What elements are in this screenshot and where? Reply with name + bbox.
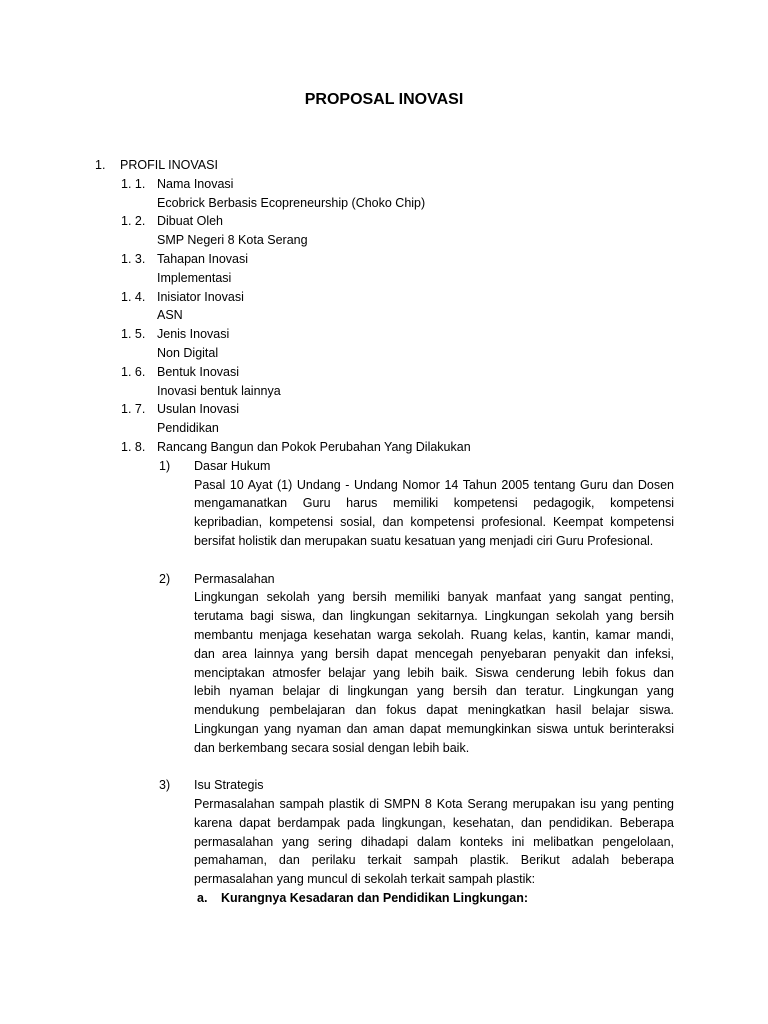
item-number: 1. 7. (121, 402, 146, 417)
paragraph-line: Lingkungan yang nyaman dan aman dapat memungkinkan siswa untuk berinteraksi (194, 721, 674, 736)
point-label: Permasalahan (194, 571, 275, 586)
paragraph-line: dan area lainnya yang bersih dapat mencegah penyebaran penyakit dan infeksi, (194, 646, 674, 661)
item-value-row (0, 231, 768, 250)
section-heading (0, 156, 768, 175)
point-number: 1) (159, 458, 171, 473)
point-number: 3) (159, 778, 171, 793)
item-label: Rancang Bangun dan Pokok Perubahan Yang Dilakukan (157, 439, 471, 454)
paragraph-line: mengamanatkan Guru harus memiliki kompetensi pedagogik, kompetensi (194, 496, 674, 511)
item-value: ASN (157, 308, 183, 323)
paragraph-line: membantu menjaga kesehatan warga sekolah. Ruang kelas, kantin, kamar mandi, (194, 627, 674, 642)
item-value-row (0, 194, 768, 213)
document-body (0, 156, 768, 908)
item-row (0, 438, 768, 457)
paragraph-line: lebih nyaman belajar di lingkungan yang bersih dan teratur. Lingkungan yang (194, 684, 674, 699)
item-label: Usulan Inovasi (157, 402, 239, 417)
point-number: 2) (159, 571, 171, 586)
point-heading (0, 457, 768, 476)
item-value-row (0, 419, 768, 438)
point-heading (0, 776, 768, 795)
item-number: 1. 5. (121, 327, 146, 342)
paragraph-line: bersifat holistik dan merupakan suatu kesatuan yang menjadi ciri Guru Profesional. (194, 533, 654, 548)
item-row (0, 175, 768, 194)
item-row (0, 400, 768, 419)
paragraph-line: permasalahan yang sering dihadapi dalam konteks ini melibatkan pengelolaan, (194, 834, 674, 849)
point-paragraph (194, 476, 674, 551)
item-row (0, 325, 768, 344)
paragraph-line: dan berkembang secara sosial dengan lebih baik. (194, 740, 470, 755)
point-heading (0, 570, 768, 589)
item-label: Nama Inovasi (157, 176, 234, 191)
item-row (0, 212, 768, 231)
paragraph-line: Pasal 10 Ayat (1) Undang - Undang Nomor 14 Tahun 2005 tentang Guru dan Dosen (194, 477, 674, 492)
item-number: 1. 8. (121, 439, 146, 454)
paragraph-line: mendukung pembelajaran dan fokus dapat meningkatkan hasil belajar siswa. (194, 703, 674, 718)
point-label: Isu Strategis (194, 778, 264, 793)
item-value-row (0, 382, 768, 401)
item-row (0, 288, 768, 307)
item-number: 1. 6. (121, 364, 146, 379)
subpoint-heading (0, 889, 768, 908)
item-label: Inisiator Inovasi (157, 289, 244, 304)
subpoint-letter: a. (197, 891, 208, 906)
item-value: Implementasi (157, 270, 232, 285)
paragraph-line: Lingkungan sekolah yang bersih memiliki banyak manfaat yang sangat penting, (194, 590, 674, 605)
section-number: 1. (95, 158, 106, 172)
page-title: PROPOSAL INOVASI (304, 91, 464, 108)
item-value: SMP Negeri 8 Kota Serang (157, 233, 308, 248)
item-row (0, 363, 768, 382)
paragraph-line: permasalahan yang muncul di sekolah terkait sampah plastik: (194, 872, 536, 887)
item-row (0, 250, 768, 269)
item-value-row (0, 269, 768, 288)
item-label: Bentuk Inovasi (157, 364, 239, 379)
item-value-row (0, 344, 768, 363)
item-label: Tahapan Inovasi (157, 251, 249, 266)
item-value: Inovasi bentuk lainnya (157, 383, 281, 398)
item-label: Dibuat Oleh (157, 214, 224, 229)
point-paragraph (194, 795, 674, 889)
paragraph-line: karena dapat berdampak pada lingkungan, kesehatan, dan pendidikan. Beberapa (194, 815, 674, 830)
paragraph-line: menciptakan atmosfer belajar yang lebih baik. Siswa cenderung lebih fokus dan (194, 665, 674, 680)
section-label: PROFIL INOVASI (120, 158, 218, 172)
item-number: 1. 1. (121, 176, 146, 191)
item-number: 1. 3. (121, 251, 146, 266)
point-label: Dasar Hukum (194, 458, 271, 473)
paragraph-line: kepribadian, kompetensi sosial, dan kompetensi profesional. Keempat kompetensi (194, 515, 674, 530)
item-value: Pendidikan (157, 421, 219, 436)
point-paragraph (194, 588, 674, 757)
item-label: Jenis Inovasi (157, 327, 230, 342)
subpoint-label: Kurangnya Kesadaran dan Pendidikan Lingkungan: (221, 891, 528, 906)
item-value: Ecobrick Berbasis Ecopreneurship (Choko Chip) (157, 195, 426, 210)
item-value-row (0, 306, 768, 325)
paragraph-line: terutama bagi siswa, dan lingkungan sekitarnya. Lingkungan sekolah yang bersih (194, 609, 674, 624)
item-number: 1. 2. (121, 214, 146, 229)
item-value: Non Digital (157, 345, 219, 360)
item-number: 1. 4. (121, 289, 146, 304)
paragraph-line: pemahaman, dan perilaku terkait sampah plastik. Berikut adalah beberapa (194, 853, 674, 868)
paragraph-line: Permasalahan sampah plastik di SMPN 8 Kota Serang merupakan isu yang penting (194, 797, 674, 812)
